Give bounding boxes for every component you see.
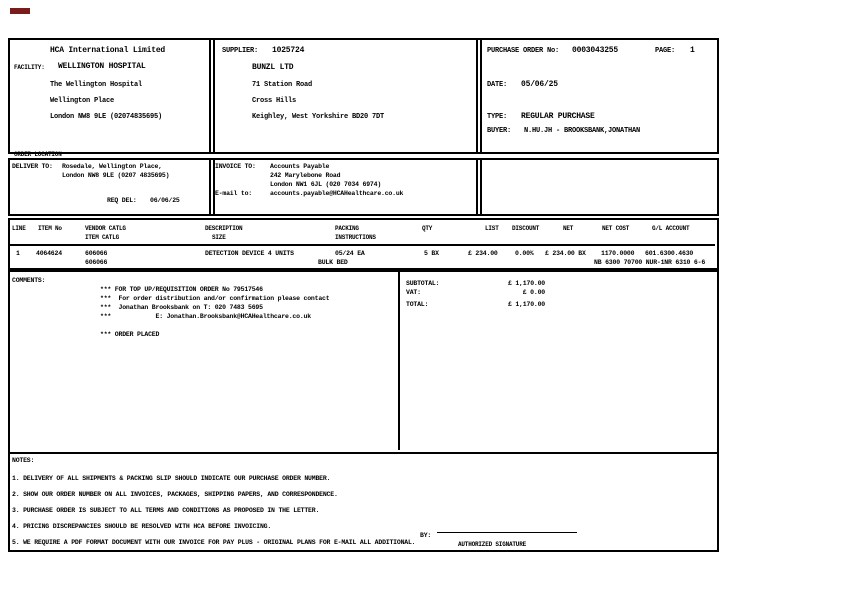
row-size: BULK BED: [318, 259, 348, 266]
row-gl-account-2: NB 6300 70700 NUR-1NR 6310 6-6: [594, 259, 706, 266]
supplier-address-line-2: Cross Hills: [252, 97, 297, 105]
deliver-to-line-1: Rosedale, Wellington Place,: [62, 163, 162, 170]
supplier-label: SUPPLIER:: [222, 47, 259, 55]
col-header-description: DESCRIPTION: [205, 225, 243, 232]
buyer-value: N.HU.JH - BROOKSBANK,JONATHAN: [524, 127, 641, 135]
row-list-price: £ 234.00: [468, 250, 498, 257]
total-value: £ 1,170.00: [507, 301, 545, 308]
corner-print-artifact: [10, 8, 30, 14]
invoice-to-line-3: London NW1 6JL (020 7034 6974): [270, 181, 382, 188]
table-header-divider: [8, 244, 715, 246]
order-type-label: TYPE:: [487, 113, 508, 121]
notes-box: [8, 452, 719, 552]
col-header-qty: QTY: [422, 225, 433, 232]
invoice-email-label: E-mail to:: [215, 190, 253, 197]
col-header-instructions: INSTRUCTIONS: [335, 234, 376, 241]
supplier-address-line-3: Keighley, West Yorkshire BD20 7DT: [252, 113, 385, 121]
row-net-cost: 1170.0000: [601, 250, 635, 257]
col-header-item-no: ITEM No: [38, 225, 62, 232]
col-header-gl-account: G/L ACCOUNT: [652, 225, 690, 232]
comment-order-placed: *** ORDER PLACED: [100, 331, 160, 338]
comments-label: COMMENTS:: [12, 277, 46, 284]
authorized-signature-label: AUTHORIZED SIGNATURE: [458, 541, 527, 548]
order-location-label: ORDER LOCATION: [14, 151, 62, 158]
company-address-line-2: Wellington Place: [50, 97, 115, 105]
supplier-code: 1025724: [272, 46, 305, 55]
invoice-email-value: accounts.payable@HCAHealthcare.co.uk: [270, 190, 404, 197]
company-address-line-1: The Wellington Hospital: [50, 81, 143, 89]
page-label: PAGE:: [655, 47, 676, 55]
invoice-to-line-2: 242 Marylebone Road: [270, 172, 341, 179]
company-box: [8, 38, 215, 154]
row-line-no: 1: [16, 250, 20, 257]
comments-totals-divider: [398, 268, 400, 450]
order-type-value: REGULAR PURCHASE: [521, 112, 595, 121]
row-packing: 05/24 EA: [335, 250, 365, 257]
supplier-address-line-1: 71 Station Road: [252, 81, 313, 89]
comment-line-4: *** E: Jonathan.Brooksbank@HCAHealthcare.co.uk: [100, 313, 311, 320]
invoice-to-line-1: Accounts Payable: [270, 163, 330, 170]
col-header-packing: PACKING: [335, 225, 359, 232]
date-label: DATE:: [487, 81, 508, 89]
comment-line-1: *** FOR TOP UP/REQUISITION ORDER No 79517546: [100, 286, 263, 293]
invoice-to-label: INVOICE TO:: [215, 163, 256, 170]
total-label: TOTAL:: [406, 301, 429, 308]
comment-line-2: *** For order distribution and/or confirmation please contact: [100, 295, 330, 302]
comment-line-3: *** Jonathan Brooksbank on T: 020 7483 5695: [100, 304, 263, 311]
col-header-net: NET: [563, 225, 574, 232]
company-name: HCA International Limited: [50, 46, 166, 55]
deliver-to-label: DELIVER TO:: [12, 163, 53, 170]
row-gl-account: 601.6300.4630: [645, 250, 694, 257]
company-address-line-3: London NW8 9LE (02074835695): [50, 113, 163, 121]
col-header-line: LINE: [12, 225, 26, 232]
date-value: 05/06/25: [521, 80, 558, 89]
req-del-value: 06/06/25: [150, 197, 180, 204]
row-item-catlg: 606066: [85, 259, 108, 266]
supplier-box: [209, 38, 482, 154]
facility-label: FACILITY:: [14, 64, 45, 71]
supplier-name: BUNZL LTD: [252, 63, 294, 72]
row-qty: 5 BX: [424, 250, 439, 257]
vat-label: VAT:: [406, 289, 421, 296]
row-description: DETECTION DEVICE 4 UNITS: [205, 250, 294, 257]
row-item-no: 4064624: [36, 250, 62, 257]
note-1: 1. DELIVERY OF ALL SHIPMENTS & PACKING SLIP SHOULD INDICATE OUR PURCHASE ORDER NUMBER.: [12, 475, 331, 482]
row-vendor-catlg: 606066: [85, 250, 108, 257]
vat-value: £ 0.00: [522, 289, 545, 296]
by-label: BY:: [420, 532, 432, 539]
col-header-discount: DISCOUNT: [512, 225, 540, 232]
note-3: 3. PURCHASE ORDER IS SUBJECT TO ALL TERMS AND CONDITIONS AS PROPOSED IN THE LETTER.: [12, 507, 320, 514]
buyer-label: BUYER:: [487, 127, 512, 135]
page-value: 1: [690, 46, 695, 55]
row-net-price: £ 234.00 BX: [545, 250, 586, 257]
po-number-value: 0003043255: [572, 46, 619, 55]
signature-line: [437, 532, 577, 533]
deliver-to-line-2: London NW8 9LE (0207 4835695): [62, 172, 170, 179]
note-2: 2. SHOW OUR ORDER NUMBER ON ALL INVOICES, PACKAGES, SHIPPING PAPERS, AND CORRESPONDENCE.: [12, 491, 338, 498]
note-4: 4. PRICING DISCREPANCIES SHOULD BE RESOLVED WITH HCA BEFORE INVOICING.: [12, 523, 272, 530]
col-header-vendor-catlg: VENDOR CATLG: [85, 225, 126, 232]
po-number-label: PURCHASE ORDER No:: [487, 47, 560, 55]
row-discount: 0.00%: [515, 250, 534, 257]
col-header-list: LIST: [485, 225, 499, 232]
note-5: 5. WE REQUIRE A PDF FORMAT DOCUMENT WITH OUR INVOICE FOR PAY PLUS - ORIGINAL PLANS FOR E-MAIL ALL ADDITIONAL.: [12, 539, 416, 546]
subtotal-value: £ 1,170.00: [507, 280, 545, 287]
col-header-net-cost: NET COST: [602, 225, 630, 232]
blank-box: [476, 158, 719, 216]
req-del-label: REQ DEL:: [107, 197, 137, 204]
col-header-item-catlg: ITEM CATLG: [85, 234, 120, 241]
facility-name: WELLINGTON HOSPITAL: [58, 62, 146, 71]
notes-label: NOTES:: [12, 457, 35, 464]
order-meta-box: [476, 38, 719, 154]
subtotal-label: SUBTOTAL:: [406, 280, 440, 287]
col-header-size: SIZE: [212, 234, 226, 241]
